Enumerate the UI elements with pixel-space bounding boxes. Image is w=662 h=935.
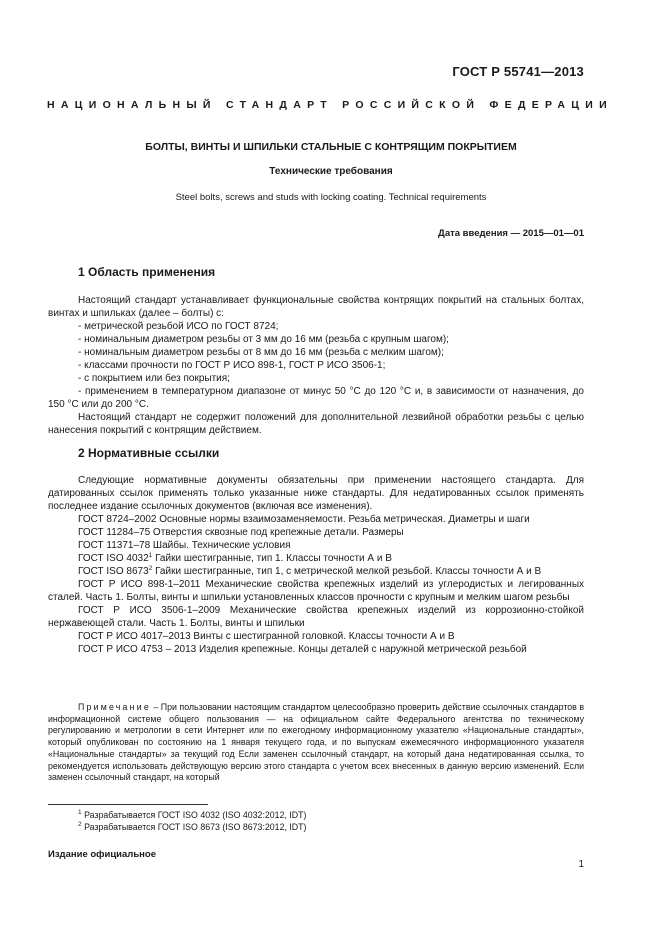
page-number: 1 xyxy=(578,859,584,870)
reference-item: ГОСТ 11371–78 Шайбы. Технические условия xyxy=(78,540,291,551)
reference-item: ГОСТ 8724–2002 Основные нормы взаимозаменяемости. Резьба метрическая. Диаметры и шаги xyxy=(78,514,530,525)
footnote-marker: 1 xyxy=(148,552,153,559)
reference-item xyxy=(48,565,584,578)
document-code: ГОСТ Р 55741—2013 xyxy=(452,64,584,79)
section-2-paragraph: Следующие нормативные документы обязательны при применении настоящего стандарта. Для датированных ссылок применять только указанные ниже стандарты. Для недатированных ссылок применять последнее издание ссылочных документов (включая все изменения). xyxy=(48,475,584,512)
footnote xyxy=(78,821,306,833)
footnote-marker: 2 xyxy=(78,821,82,828)
footnote-divider xyxy=(48,804,208,805)
list-item: - номинальным диаметром резьбы от 8 мм до 16 мм (резьба с мелким шагом); xyxy=(78,347,444,358)
reference-item: ГОСТ Р ИСО 4753 – 2013 Изделия крепежные. Концы деталей с наружной метрической резьбой xyxy=(78,644,527,655)
footnote-marker: 1 xyxy=(78,809,82,816)
section-1-heading: 1 Область применения xyxy=(78,265,216,279)
footnote-marker: 2 xyxy=(148,565,153,572)
introduction-date: Дата введения — 2015—01—01 xyxy=(438,228,584,239)
document-title: БОЛТЫ, ВИНТЫ И ШПИЛЬКИ СТАЛЬНЫЕ С КОНТРЯЩИМ ПОКРЫТИЕМ xyxy=(145,141,517,153)
reference-item: ГОСТ Р ИСО 3506-1–2009 Механические свойства крепежных изделий из коррозионно-стойкой нержавеющей стали. Часть 1. Болты, винты и шпильки xyxy=(48,605,584,629)
footnote xyxy=(78,809,306,821)
note-text: – При пользовании настоящим стандартом целесообразно проверить действие ссылочных стандартов в информационной системе общего пользования — на официальном сайте Федерального агентства по техническому регулированию и метрологии в сети Интернет или по ежегодному информационному указателю «Национальные стандарты», который опубликован по состоянию на 1 января текущего года, и по выпускам ежемесячного информационного указателя «Национальные стандарты» за текущий год Если заменен ссылочный стандарт, на который дана недатированная ссылка, то рекомендуется использовать действующую версию этого стандарта с учетом всех внесенных в данную версию изменений. Если заменен ссылочный стандарт, на который xyxy=(48,702,584,783)
edition-label: Издание официальное xyxy=(48,849,156,860)
note-paragraph xyxy=(48,702,584,784)
reference-item: ГОСТ Р ИСО 898-1–2011 Механические свойства крепежных изделий из углеродистых и легированных сталей. Часть 1. Болты, винты и шпильки установленных классов прочности с крупным и мелким шагом резьбы xyxy=(48,579,584,603)
reference-code: ГОСТ ISO 4032 xyxy=(78,553,149,564)
section-2-heading: 2 Нормативные ссылки xyxy=(78,446,220,460)
section-1-paragraph: Настоящий стандарт не содержит положений для дополнительной лезвийной обработки резьбы с целью нанесения покрытий с контрящим действием. xyxy=(48,412,584,436)
section-1-paragraph: Настоящий стандарт устанавливает функциональные свойства контрящих покрытий на стальных болтах, винтах и шпильках (далее – болты) с: xyxy=(48,295,584,319)
section-2-body xyxy=(48,474,584,656)
reference-item: ГОСТ 11284–75 Отверстия сквозные под крепежные детали. Размеры xyxy=(78,527,404,538)
english-title: Steel bolts, screws and studs with locking coating. Technical requirements xyxy=(175,192,487,203)
list-item: - классами прочности по ГОСТ Р ИСО 898-1, ГОСТ Р ИСО 3506-1; xyxy=(78,360,386,371)
footnote-text: Разрабатывается ГОСТ ISO 4032 (ISO 4032:2012, IDT) xyxy=(81,810,307,820)
reference-item xyxy=(48,552,584,565)
list-item: - метрической резьбой ИСО по ГОСТ 8724; xyxy=(78,321,279,332)
footnote-text: Разрабатывается ГОСТ ISO 8673 (ISO 8673:2012, IDT) xyxy=(81,822,307,832)
list-item: - номинальным диаметром резьбы от 3 мм до 16 мм (резьба с крупным шагом); xyxy=(78,334,449,345)
footnotes xyxy=(78,809,306,833)
list-item: - применением в температурном диапазоне от минус 50 °С до 120 °С и, в зависимости от назначения, до 150 °С или до 200 °С. xyxy=(48,386,584,410)
reference-code: ГОСТ ISO 8673 xyxy=(78,566,149,577)
section-1-body xyxy=(48,294,584,437)
document-subtitle: Технические требования xyxy=(269,166,393,177)
reference-item: ГОСТ Р ИСО 4017–2013 Винты с шестигранной головкой. Классы точности А и В xyxy=(78,631,455,642)
note-block xyxy=(48,702,584,784)
note-label: Примечание xyxy=(78,702,151,712)
reference-text: Гайки шестигранные, тип 1. Классы точности А и В xyxy=(152,553,392,564)
reference-text: Гайки шестигранные, тип 1, с метрической мелкой резьбой. Классы точности А и В xyxy=(152,566,542,577)
national-standard-heading: НАЦИОНАЛЬНЫЙ СТАНДАРТ РОССИЙСКОЙ ФЕДЕРАЦИИ xyxy=(47,99,613,111)
list-item: - с покрытием или без покрытия; xyxy=(78,373,230,384)
